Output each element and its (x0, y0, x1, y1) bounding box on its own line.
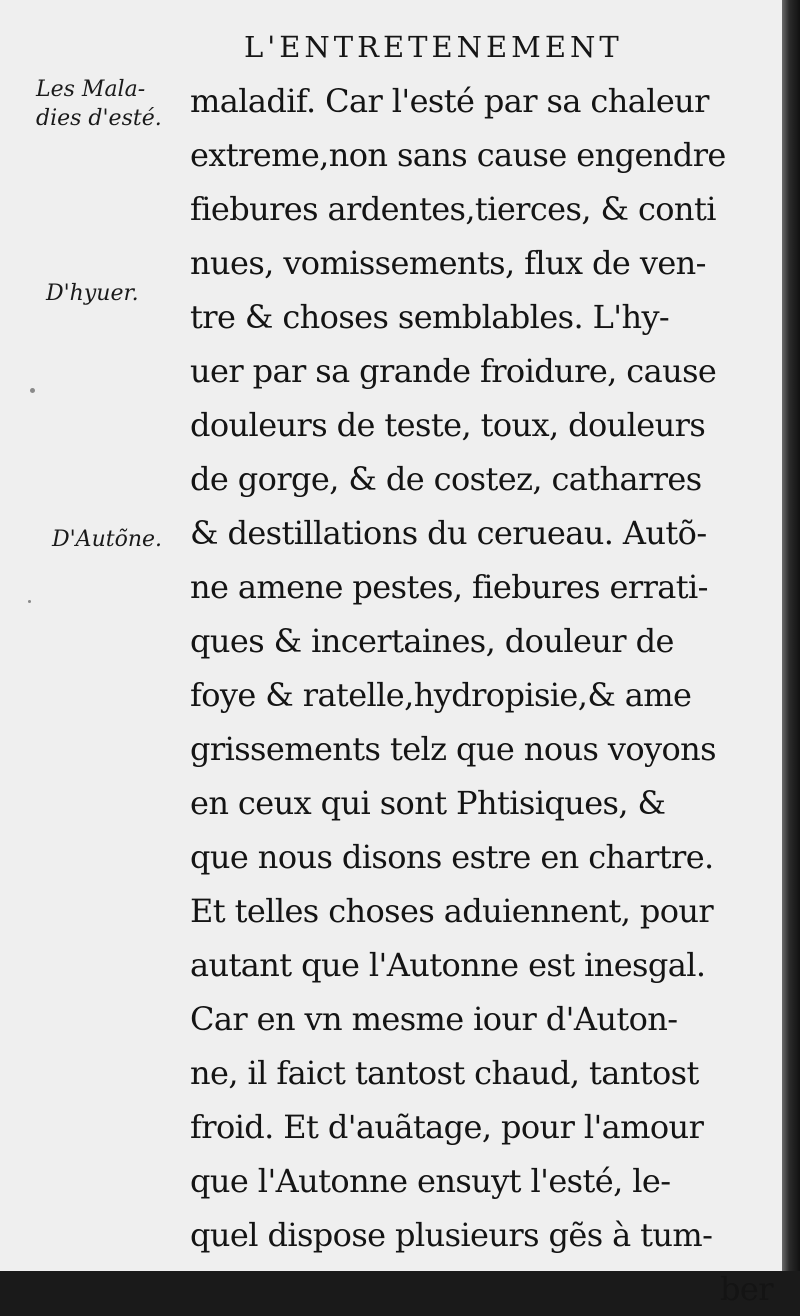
catchword: ber (720, 1270, 773, 1308)
text-line: nues, vomissements, flux de ven- (190, 244, 706, 282)
text-line: en ceux qui sont Phtisiques, & (190, 784, 666, 822)
text-line: ne amene pestes, fiebures errati- (190, 568, 708, 606)
margin-note-line: Les Mala- (36, 77, 146, 102)
text-line: grissements telz que nous voyons (190, 730, 717, 768)
paper-speck (30, 388, 35, 393)
text-line: froid. Et d'auãtage, pour l'amour (190, 1108, 704, 1146)
text-line: fiebures ardentes,tierces, & conti (190, 190, 716, 228)
paper-speck (28, 600, 31, 603)
body-text (190, 74, 773, 1316)
text-line: que l'Autonne ensuyt l'esté, le- (190, 1162, 671, 1200)
margin-note-line: dies d'esté. (36, 105, 162, 131)
running-head: L'ENTRETENEMENT (244, 30, 623, 64)
text-line: de gorge, & de costez, catharres (190, 460, 702, 498)
text-line: Car en vn mesme iour d'Auton- (190, 1000, 678, 1038)
binding-edge (782, 0, 800, 1271)
text-line: tre & choses semblables. L'hy- (190, 298, 670, 336)
margin-note-autumn: D'Autõne. (52, 527, 163, 552)
text-line: autant que l'Autonne est inesgal. (190, 946, 706, 984)
margin-note-summer (36, 76, 162, 133)
text-line: ques & incertaines, douleur de (190, 622, 674, 660)
margin-note-winter: D'hyuer. (46, 281, 139, 306)
text-line: douleurs de teste, toux, douleurs (190, 406, 706, 444)
text-line: Et telles choses aduiennent, pour (190, 892, 714, 930)
text-line: maladif. Car l'esté par sa chaleur (190, 82, 709, 120)
text-line: que nous disons estre en chartre. (190, 838, 714, 876)
text-line: quel dispose plusieurs gẽs à tum- (190, 1216, 713, 1254)
text-line: foye & ratelle,hydropisie,& ame (190, 676, 692, 714)
text-line: uer par sa grande froidure, cause (190, 352, 717, 390)
text-line: ne, il faict tantost chaud, tantost (190, 1054, 699, 1092)
text-line: & destillations du cerueau. Autõ- (190, 514, 707, 552)
text-line: extreme,non sans cause engendre (190, 136, 726, 174)
